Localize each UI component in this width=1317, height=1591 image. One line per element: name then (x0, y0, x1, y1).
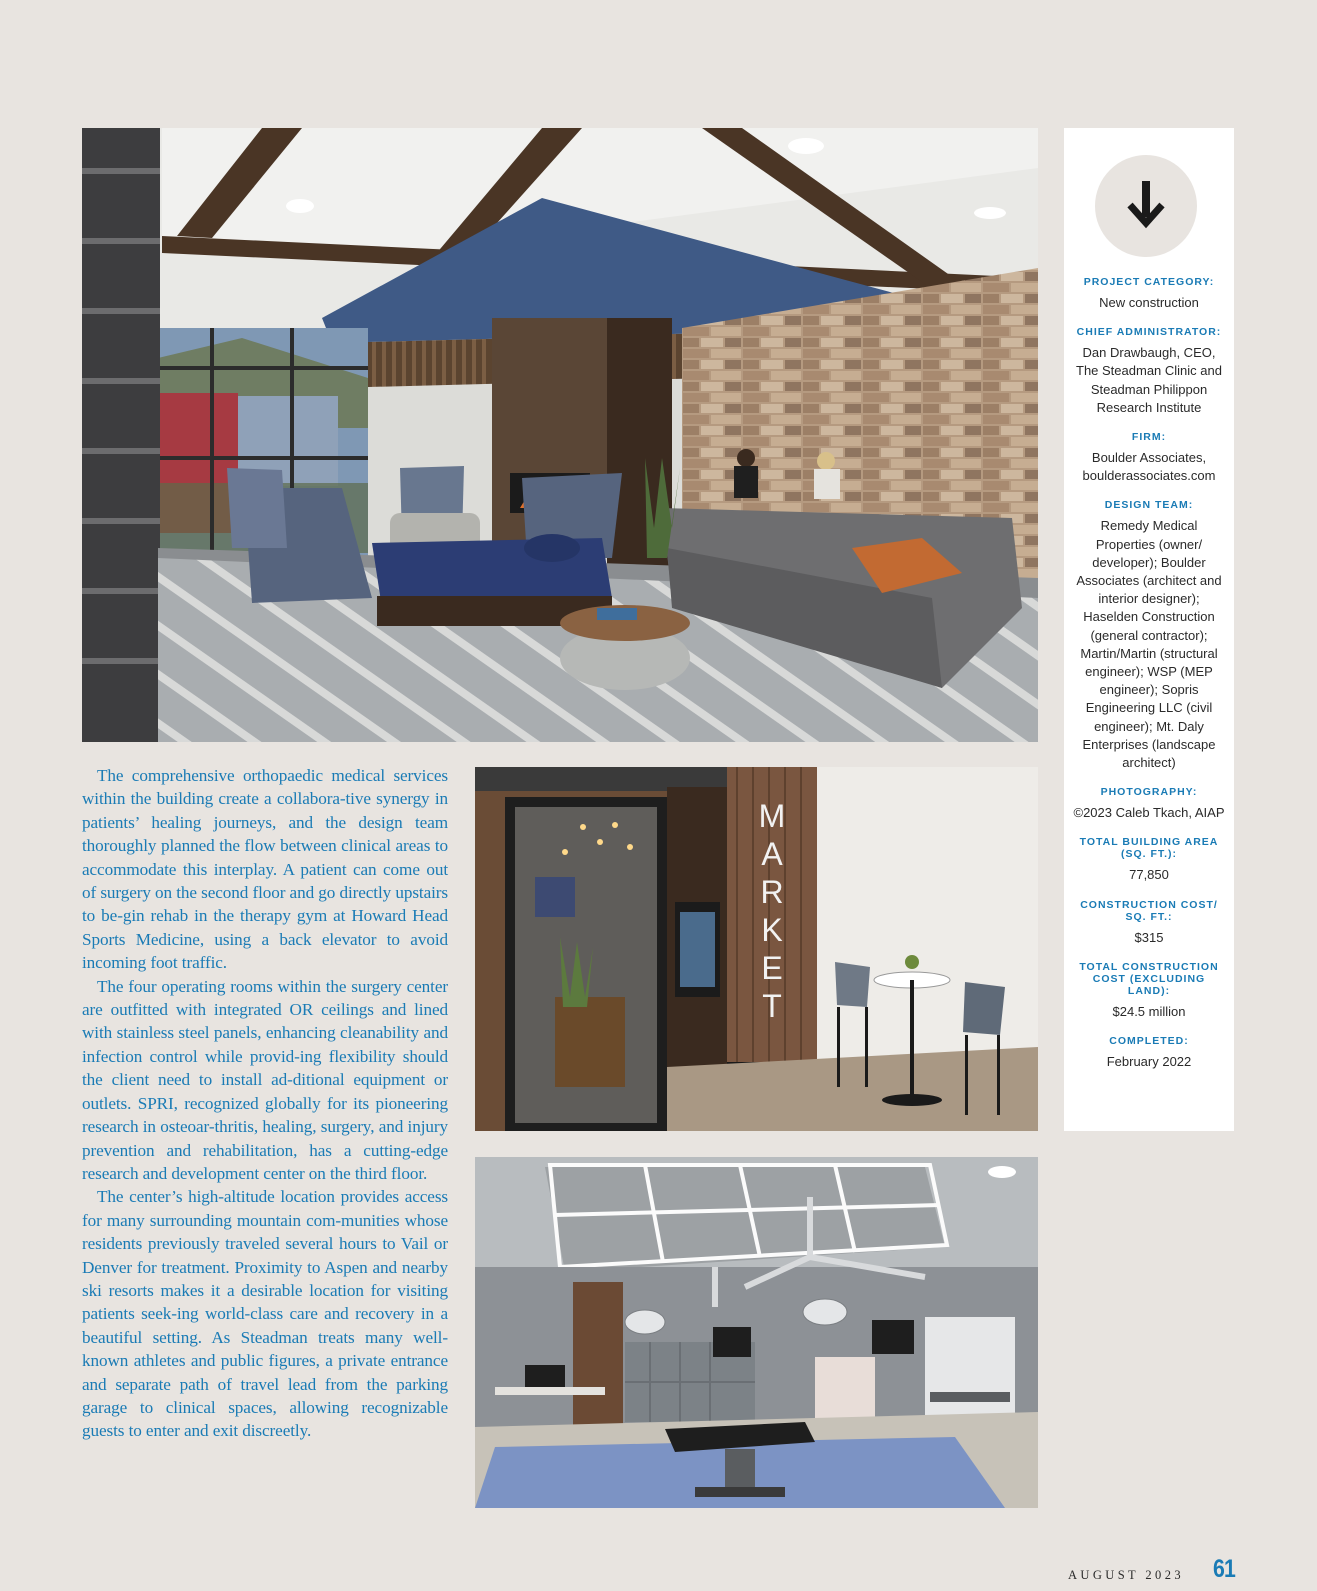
fact-label: PHOTOGRAPHY: (1100, 786, 1198, 799)
fact-total-building-area (1064, 836, 1234, 884)
fact-project-category (1064, 276, 1234, 312)
fact-value: Remedy Medical Properties (owner/ developer); Boulder Associates (architect and interior designer); Haselden Construction (general contractor); Martin/Martin (structural engineer); WSP (MEP engineer); Sopris Engineering LLC (civil engineer); Mt. Daly Enterprises (landscape architect) (1076, 518, 1222, 771)
facts-list (1064, 276, 1234, 1085)
fact-value: 77,850 (1129, 867, 1169, 883)
operating-room-photo (475, 1157, 1038, 1508)
lounge-photo (82, 128, 1038, 742)
page-number: 61 (1213, 1555, 1235, 1583)
fact-label: TOTAL CONSTRUCTION COST (EXCLUDING LAND): (1079, 960, 1219, 997)
fact-completed (1064, 1035, 1234, 1071)
arrow-down-icon (1095, 155, 1197, 257)
fact-label: TOTAL BUILDING AREA (SQ. FT.): (1079, 836, 1219, 861)
fact-value: $24.5 million (1112, 1003, 1186, 1019)
fact-label: CHIEF ADMINISTRATOR: (1076, 326, 1222, 339)
fact-value: New construction (1099, 295, 1199, 310)
fact-firm (1064, 431, 1234, 485)
fact-value: $315 (1134, 929, 1164, 945)
issue-date: AUGUST 2023 (1068, 1568, 1184, 1582)
market-sign: M A R K E T (758, 798, 786, 1024)
fact-value: Dan Drawbaugh, CEO, The Steadman Clinic and Steadman Philippon Research Institute (1076, 345, 1222, 415)
fact-label: FIRM: (1131, 431, 1167, 444)
fact-value: February 2022 (1106, 1054, 1192, 1070)
fact-design-team (1064, 499, 1234, 772)
fact-chief-administrator (1064, 326, 1234, 417)
fact-photography (1064, 786, 1234, 822)
fact-value: Boulder Associates, boulderassociates.com (1082, 450, 1216, 484)
fact-label: COMPLETED: (1109, 1035, 1189, 1048)
article-body (82, 764, 448, 1443)
fact-label: PROJECT CATEGORY: (1083, 276, 1215, 288)
project-facts-sidebar (1064, 128, 1234, 1131)
article-paragraph: The center’s high-altitude location provides access for many surrounding mountain com-munities whose residents previously traveled several hours to Vail or Denver for treatment. Proximity to Aspen and nearby ski resorts makes it a desirable location for visiting patients seek-ing world-class care and recovery in a beautiful setting. As Steadman treats many well-known athletes and public figures, a private entrance and separate path of travel lead from the parking garage to clinical spaces, allowing recognizable guests to enter and exit discreetly. (82, 1187, 448, 1441)
article-paragraph: The comprehensive orthopaedic medical services within the building create a collabora-tive synergy in patients’ healing journeys, and the design team thoroughly planned the flow between clinical areas to accommodate this interplay. A patient can come out of surgery on the second floor and go directly upstairs to be-gin rehab in the therapy gym at Howard Head Sports Medicine, using a back elevator to avoid incoming foot traffic. (82, 766, 449, 973)
market-photo (475, 767, 1038, 1131)
article-paragraph: The four operating rooms within the surgery center are outfitted with integrated OR ceilings and lined with stainless steel panels, enhancing cleanability and infection control while provid-ing flexibility should the client need to install ad-ditional equipment or outlets. SPRI, recognized globally for its pioneering research in osteoar-thritis, healing, surgery, and injury prevention and rehabilitation, has a cutting-edge research and development center on the third floor. (82, 976, 448, 1183)
fact-label: DESIGN TEAM: (1104, 499, 1194, 512)
fact-value: ©2023 Caleb Tkach, AIAP (1073, 805, 1225, 821)
fact-label: CONSTRUCTION COST/ SQ. FT.: (1080, 898, 1218, 923)
fact-total-construction-cost (1064, 961, 1234, 1021)
fact-construction-cost-per-sqft (1064, 899, 1234, 947)
